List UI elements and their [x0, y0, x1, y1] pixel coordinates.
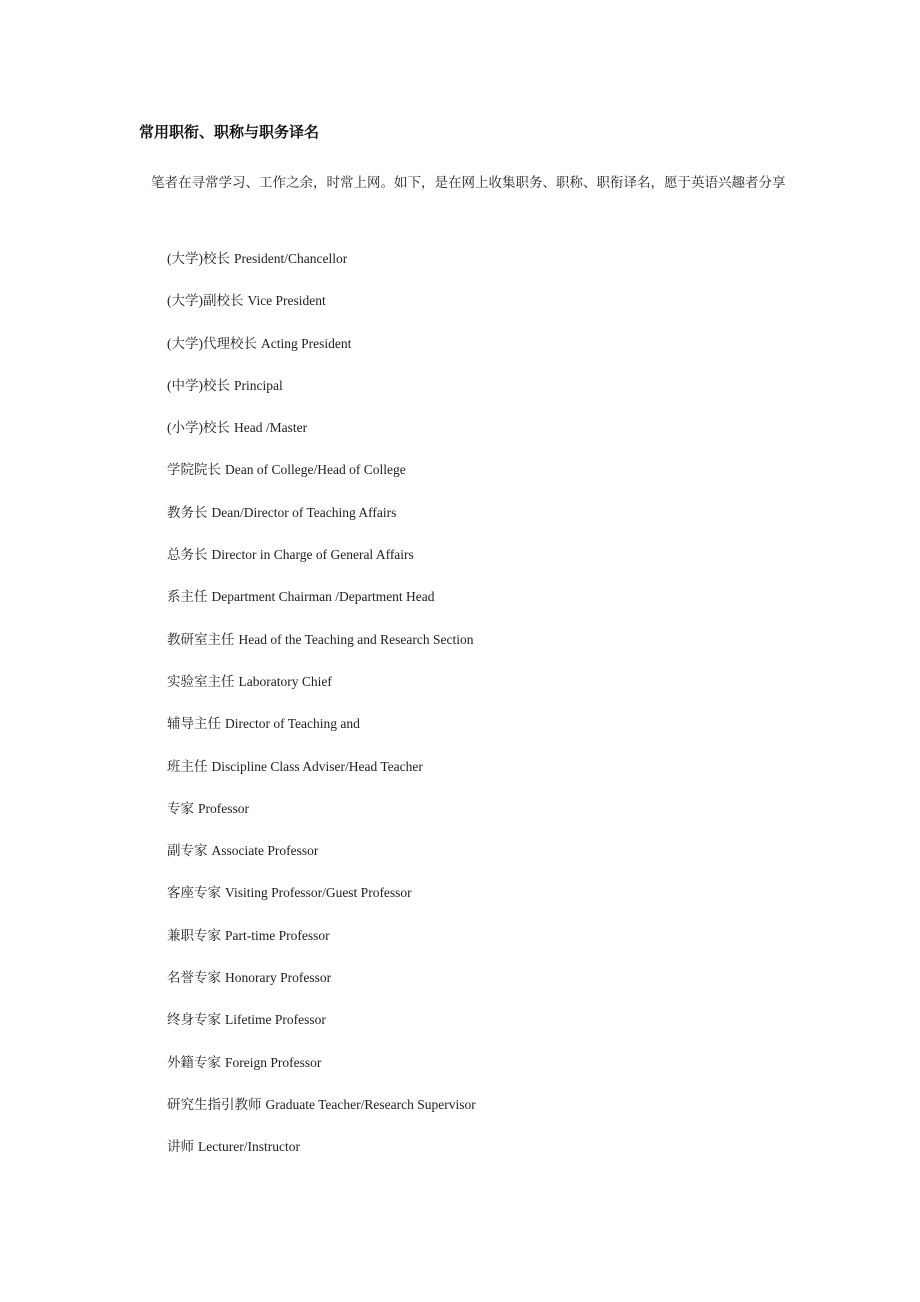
- chinese-title: 名誉专家: [167, 970, 221, 986]
- chinese-title: 班主任: [167, 758, 208, 774]
- english-title: Visiting Professor/Guest Professor: [225, 885, 412, 901]
- english-title: Director of Teaching and: [225, 716, 360, 732]
- chinese-title: 客座专家: [167, 885, 221, 901]
- list-item: [167, 756, 476, 798]
- list-item: [167, 502, 476, 544]
- chinese-title: 学院院长: [167, 462, 221, 478]
- chinese-title: (大学)代理校长: [167, 335, 257, 351]
- chinese-title: (大学)校长: [167, 251, 230, 266]
- list-item: [167, 290, 476, 332]
- list-item: [167, 1052, 476, 1094]
- english-title: Foreign Professor: [225, 1054, 322, 1070]
- list-item: [167, 1094, 476, 1136]
- chinese-title: 实验室主任: [167, 673, 235, 689]
- list-item: [167, 1136, 476, 1178]
- list-item: [167, 882, 476, 924]
- list-item: [167, 840, 476, 882]
- chinese-title: 总务长: [167, 547, 208, 563]
- english-title: Part-time Professor: [225, 927, 330, 943]
- list-item: [167, 417, 476, 459]
- english-title: Dean of College/Head of College: [225, 462, 406, 478]
- chinese-title: 教务长: [167, 504, 208, 520]
- list-item: [167, 459, 476, 501]
- list-item: [167, 544, 476, 586]
- chinese-title: 辅导主任: [167, 716, 221, 732]
- chinese-title: 终身专家: [167, 1012, 221, 1028]
- english-title: Discipline Class Adviser/Head Teacher: [211, 758, 423, 774]
- english-title: Lifetime Professor: [225, 1012, 326, 1028]
- list-item: [167, 671, 476, 713]
- list-item: [167, 586, 476, 628]
- english-title: Honorary Professor: [225, 970, 332, 986]
- chinese-title: 教研室主任: [167, 631, 235, 647]
- title-translation-list: [167, 248, 476, 1179]
- chinese-title: (大学)副校长: [167, 293, 244, 309]
- list-item: [167, 1009, 476, 1051]
- list-item: [167, 629, 476, 671]
- english-title: Principal: [234, 377, 283, 393]
- chinese-title: (小学)校长: [167, 420, 230, 436]
- english-title: Vice President: [247, 293, 326, 309]
- english-title: Professor: [198, 800, 249, 816]
- list-item: [167, 713, 476, 755]
- english-title: Acting President: [261, 335, 352, 351]
- chinese-title: 系主任: [167, 589, 208, 605]
- english-title: Lecturer/Instructor: [198, 1139, 300, 1155]
- document-title: 常用职衔、职称与职务译名: [139, 123, 320, 141]
- english-title: Head of the Teaching and Research Section: [238, 631, 474, 647]
- list-item: [167, 375, 476, 417]
- english-title: Laboratory Chief: [238, 673, 332, 689]
- chinese-title: 副专家: [167, 843, 208, 859]
- english-title: Director in Charge of General Affairs: [211, 547, 414, 563]
- chinese-title: 专家: [167, 800, 194, 816]
- english-title: Graduate Teacher/Research Supervisor: [265, 1096, 476, 1112]
- english-title: President/Chancellor: [234, 251, 348, 266]
- chinese-title: 讲师: [167, 1139, 194, 1155]
- chinese-title: 研究生指引教师: [167, 1096, 262, 1112]
- chinese-title: 兼职专家: [167, 927, 221, 943]
- list-item: [167, 967, 476, 1009]
- english-title: Associate Professor: [211, 843, 319, 859]
- chinese-title: 外籍专家: [167, 1054, 221, 1070]
- list-item: [167, 798, 476, 840]
- english-title: Dean/Director of Teaching Affairs: [211, 504, 397, 520]
- english-title: Department Chairman /Department Head: [211, 589, 435, 605]
- english-title: Head /Master: [234, 420, 308, 436]
- list-item: [167, 925, 476, 967]
- list-item: [167, 333, 476, 375]
- chinese-title: (中学)校长: [167, 377, 230, 393]
- intro-paragraph: 笔者在寻常学习、工作之余，时常上网。如下，是在网上收集职务、职称、职衔译名，愿于英语兴趣者分享: [151, 175, 786, 190]
- list-item: [167, 248, 476, 290]
